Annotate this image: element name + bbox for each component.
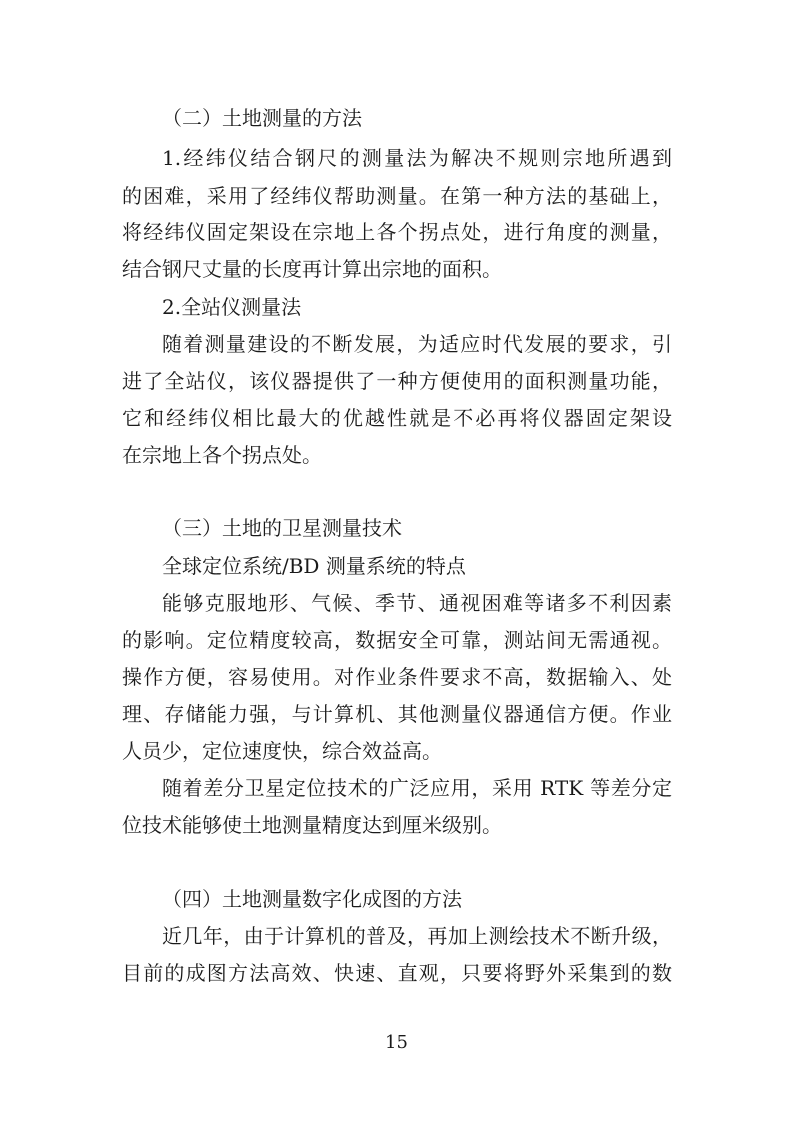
paragraph-line: 操作方便，容易使用。对作业条件要求不高，数据输入、处 bbox=[122, 665, 672, 689]
section-heading-4: （四）土地测量数字化成图的方法 bbox=[162, 887, 462, 911]
paragraph-line: 近几年，由于计算机的普及，再加上测绘技术不断升级， bbox=[162, 924, 672, 948]
paragraph-line: 位技术能够使土地测量精度达到厘米级别。 bbox=[122, 813, 502, 837]
paragraph-line: 1.经纬仪结合钢尺的测量法为解决不规则宗地所遇到 bbox=[162, 146, 672, 170]
paragraph-line: 的影响。定位精度较高，数据安全可靠，测站间无需通视。 bbox=[122, 628, 672, 652]
paragraph-line: 随着差分卫星定位技术的广泛应用，采用 RTK 等差分定 bbox=[162, 776, 672, 800]
paragraph-line: 进了全站仪，该仪器提供了一种方便使用的面积测量功能， bbox=[122, 369, 672, 393]
page-number: 15 bbox=[385, 1032, 408, 1053]
paragraph-line: 人员少，定位速度快，综合效益高。 bbox=[122, 739, 442, 763]
paragraph-line: 在宗地上各个拐点处。 bbox=[122, 443, 322, 467]
paragraph-line: 它和经纬仪相比最大的优越性就是不必再将仪器固定架设 bbox=[122, 406, 672, 430]
subheading: 全球定位系统/BD 测量系统的特点 bbox=[162, 554, 466, 578]
section-heading-2: （二）土地测量的方法 bbox=[162, 106, 362, 130]
paragraph-line: 随着测量建设的不断发展，为适应时代发展的要求，引 bbox=[162, 332, 672, 356]
section-heading-3: （三）土地的卫星测量技术 bbox=[162, 516, 402, 540]
paragraph-line: 的困难，采用了经纬仪帮助测量。在第一种方法的基础上， bbox=[122, 184, 672, 208]
paragraph-line: 目前的成图方法高效、快速、直观，只要将野外采集到的数 bbox=[122, 961, 672, 985]
item-heading-2: 2.全站仪测量法 bbox=[162, 295, 302, 319]
paragraph-line: 能够克服地形、气候、季节、通视困难等诸多不利因素 bbox=[162, 591, 672, 615]
paragraph-line: 结合钢尺丈量的长度再计算出宗地的面积。 bbox=[122, 257, 502, 281]
paragraph-line: 理、存储能力强，与计算机、其他测量仪器通信方便。作业 bbox=[122, 702, 672, 726]
paragraph-line: 将经纬仪固定架设在宗地上各个拐点处，进行角度的测量， bbox=[122, 220, 672, 244]
